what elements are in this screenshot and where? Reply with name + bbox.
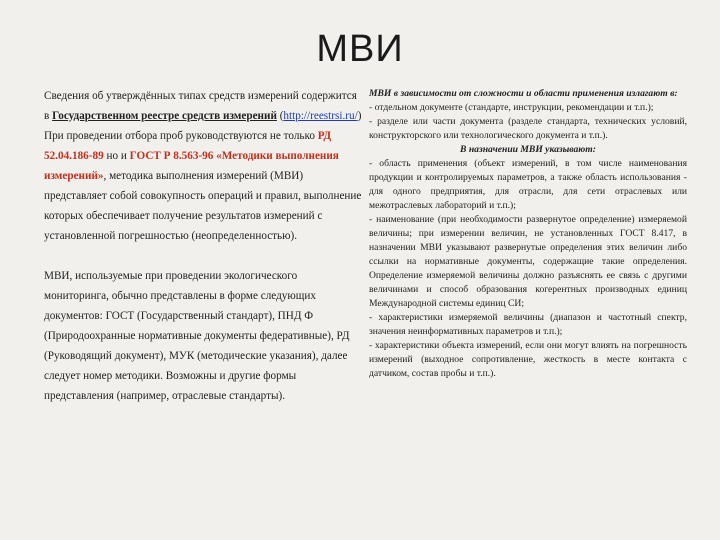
purpose-heading: В назначении МВИ указывают: xyxy=(460,144,596,155)
slide-title: МВИ xyxy=(316,28,404,70)
documents-paragraph: МВИ, используемые при проведении экологического мониторинга, обычно представлены в форме следующих документов: ГОСТ (Государственный стандарт), ПНД Ф (Природоохранные нормативные документы федеративные), РД (Руководящий документ), МУК (методические указания), далее следует номер методики. Возможны и другие формы представления (например, отраслевые стандарты). xyxy=(44,270,350,402)
paren-open: ( xyxy=(276,110,284,122)
registry-text: Сведения об утверждённых типах средств измерений содержится в xyxy=(44,90,357,122)
sampling-paragraph xyxy=(44,126,364,246)
registry-link[interactable]: http://reestrsi.ru/ xyxy=(283,110,358,122)
right-column xyxy=(369,87,687,381)
registry-name: Государственном реестре средств измерений xyxy=(52,110,277,122)
list-item: - отдельном документе (стандарте, инструкции, рекомендации и т.п.); xyxy=(369,102,654,113)
registry-paragraph xyxy=(44,86,364,126)
list-item: - характеристики объекта измерений, если они могут влиять на погрешность измерений (выходное сопротивление, жесткость в месте контакта с датчиком, состав пробы и т.п.). xyxy=(369,340,687,379)
paren-close: ) xyxy=(357,110,362,122)
sampling-conj: но и xyxy=(103,150,130,162)
sampling-text: При проведении отбора проб руководствуются не только xyxy=(44,130,318,142)
list-item: - разделе или части документа (разделе стандарта, технических условий, конструкторского или технологического документа и т.п.). xyxy=(369,116,687,141)
presentation-heading: МВИ в зависимости от сложности и области применения излагают в: xyxy=(369,88,678,99)
list-item: - характеристики измеряемой величины (диапазон и частотный спектр, значения неинформативных параметров и т.п.); xyxy=(369,312,687,337)
left-column xyxy=(44,86,364,406)
gost-reference: ГОСТ Р 8.563-96 «Методики выполнения измерений» xyxy=(44,150,339,182)
spacer xyxy=(44,246,364,266)
mvi-definition: , методика выполнения измерений (МВИ) представляет собой совокупность операций и правил, выполнение которых обеспечивает получение результатов измерений с установленной погрешностью (неопределенностью). xyxy=(44,170,362,242)
list-item: - область применения (объект измерений, в том числе наименования продукции и контролируемых параметров, а также область использования - для одного предприятия, для отрасли, для сети отраслевых или межотраслевых лабораторий и т.п.); xyxy=(369,158,687,211)
list-item: - наименование (при необходимости развернутое определение) измеряемой величины; при измерении величин, не установленных ГОСТ 8.417, в назначении МВИ указывают развернутые определения этих величин либо ссылки на нормативные документы, содержащие такие определения. Определение измеряемой величины должно разъяснять ее связь с другими величинами и способ образования когерентных производных единиц Международной системы единиц СИ; xyxy=(369,214,687,309)
rd-reference: РД 52.04.186-89 xyxy=(44,130,332,162)
